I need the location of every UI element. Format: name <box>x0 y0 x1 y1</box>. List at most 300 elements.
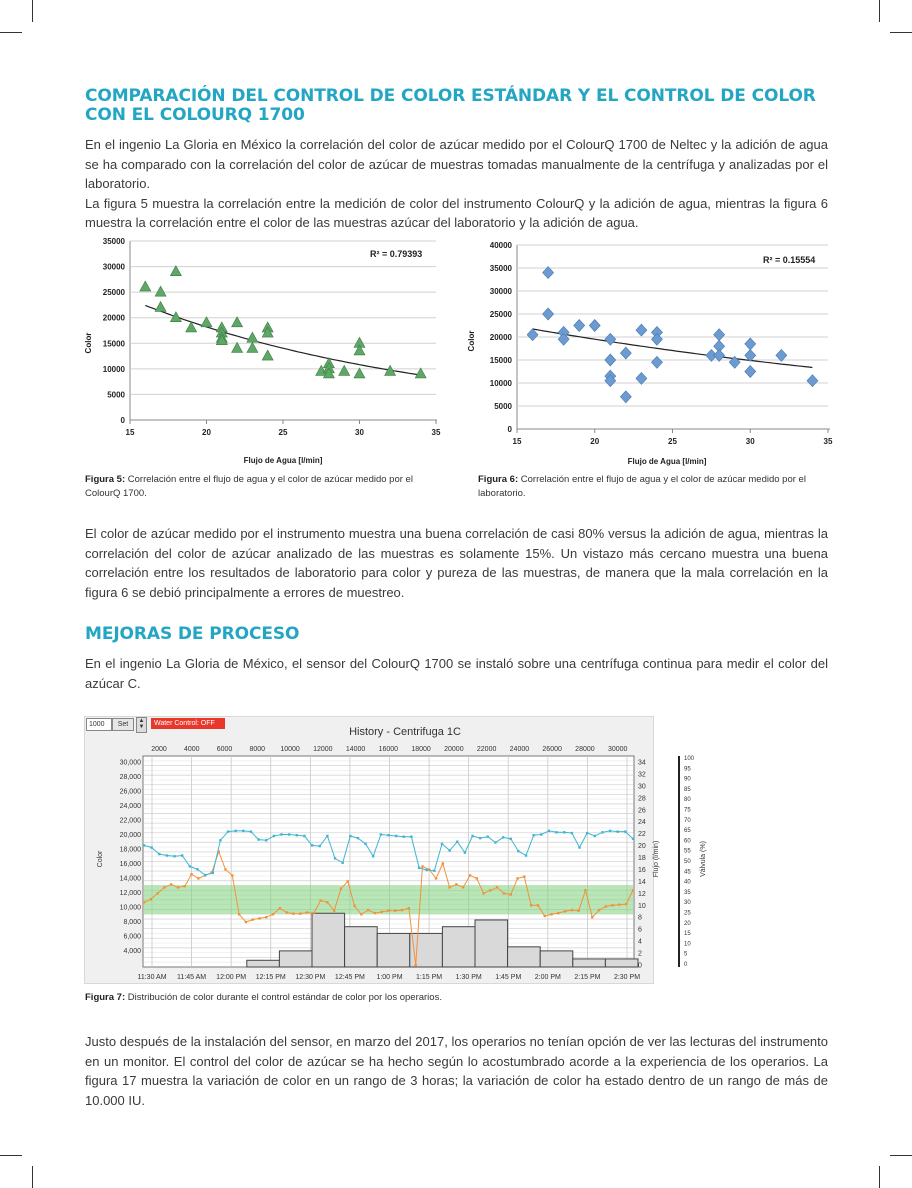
y-tick-label: 30,000 <box>119 759 141 767</box>
figure-5-caption <box>85 473 440 501</box>
y-tick-label: 5000 <box>494 402 512 411</box>
flow-axis-label: Flujo (l/min) <box>653 840 660 878</box>
data-point <box>299 912 301 914</box>
data-point <box>605 905 607 907</box>
flow-tick-label: 2 <box>638 950 642 958</box>
data-point <box>578 846 580 848</box>
data-point <box>232 317 243 327</box>
data-point <box>408 907 410 909</box>
histogram-bar <box>442 927 475 967</box>
top-tick-label: 18000 <box>411 746 431 753</box>
data-point <box>374 912 376 914</box>
y-tick-label: 35000 <box>102 237 125 246</box>
data-point <box>489 889 491 891</box>
data-point <box>620 391 631 403</box>
data-point <box>557 912 559 914</box>
y-tick-label: 15000 <box>102 339 125 349</box>
y-tick-label: 22,000 <box>119 817 141 825</box>
data-point <box>494 841 496 843</box>
top-tick-label: 14000 <box>345 746 366 753</box>
data-point <box>527 329 538 341</box>
data-point <box>469 874 471 876</box>
histogram-bar <box>345 927 378 967</box>
flow-tick-label: 10 <box>638 902 646 910</box>
data-point <box>326 901 328 903</box>
data-point <box>617 830 619 832</box>
data-point <box>381 911 383 913</box>
paragraph-text: Justo después de la instalación del sensor, en marzo del 2017, los operarios no tenían opción de ver las lecturas del instrumento en un monitor. El control del color de azúcar se ha hecho según lo acostumbrado acorde a la experiencia de los operarios. La figura 17 muestra la variación de color en un rango de 3 horas; la variación de color ha estado dentro de un rango de más de 10.000 IU. <box>85 1034 828 1108</box>
crop-mark <box>32 0 33 22</box>
valve-tick-label: 80 <box>684 797 691 804</box>
flow-tick-label: 6 <box>638 926 642 934</box>
histogram-bar <box>377 933 410 967</box>
data-point <box>421 865 423 867</box>
data-point <box>537 904 539 906</box>
top-tick-label: 4000 <box>183 746 200 753</box>
y-tick-label: 28,000 <box>119 774 141 781</box>
flow-tick-label: 32 <box>638 771 646 779</box>
figure-7-chart <box>84 716 707 984</box>
data-point <box>550 913 552 915</box>
data-point <box>714 329 725 341</box>
valve-tick-label: 15 <box>684 931 691 938</box>
paragraph-text: En el ingenio La Gloria en México la correlación del color de azúcar medido por el ColourQ 1700 de Neltec y la adición de agua se ha comparado con la correlación del color de azúcar de muestras tomadas manualmente de la centrífuga y analizadas por el laboratorio. <box>85 137 828 191</box>
data-point <box>231 874 233 876</box>
flow-tick-label: 22 <box>638 831 646 839</box>
y-tick-label: 6,000 <box>123 933 141 941</box>
data-point <box>625 903 627 905</box>
top-tick-label: 24000 <box>509 746 530 753</box>
data-point <box>354 368 365 378</box>
data-point <box>555 831 557 833</box>
histogram-bar <box>573 959 606 967</box>
data-point <box>464 851 466 853</box>
data-point <box>265 916 267 918</box>
data-point <box>564 910 566 912</box>
x-tick-label: 20 <box>590 437 600 446</box>
data-point <box>403 835 405 837</box>
data-point <box>577 909 579 911</box>
crop-mark <box>879 1166 880 1188</box>
histogram-bar <box>508 947 541 967</box>
flow-tick-label: 18 <box>638 855 646 863</box>
y-tick-label: 0 <box>120 416 125 425</box>
data-point <box>525 854 527 856</box>
analysis-paragraph <box>85 524 828 602</box>
data-point <box>441 843 443 845</box>
valve-tick-label: 30 <box>684 900 691 907</box>
interval-field[interactable]: 1000 <box>86 718 112 731</box>
data-point <box>651 333 662 345</box>
top-tick-label: 30000 <box>607 746 628 753</box>
data-point <box>150 846 152 848</box>
data-point <box>353 905 355 907</box>
data-point <box>347 880 349 882</box>
data-point <box>292 912 294 914</box>
x-tick-label: 15 <box>125 428 135 437</box>
data-point <box>333 909 335 911</box>
data-point <box>745 338 756 350</box>
caption-label: Figura 6: <box>478 474 519 485</box>
y-tick-label: 15000 <box>489 356 512 365</box>
valve-tick-label: 50 <box>684 859 691 865</box>
paragraph-text: La figura 5 muestra la correlación entre la medición de color del instrumento ColourQ y la adición de agua, mientras la figura 6 muestra la correlación entre el color de las muestras azúcar del laboratorio y la adición de agua. <box>85 195 828 230</box>
y-axis-label: Color <box>84 332 93 354</box>
data-point <box>636 324 647 336</box>
flow-tick-label: 0 <box>638 962 642 970</box>
data-point <box>571 909 573 911</box>
histogram-bar <box>540 951 573 967</box>
data-point <box>219 839 221 841</box>
flow-tick-label: 34 <box>638 759 646 767</box>
chart-title: History - Centrifuga 1C <box>349 726 461 738</box>
data-point <box>224 868 226 870</box>
data-point <box>482 892 484 894</box>
trendline <box>145 305 420 375</box>
data-point <box>442 862 444 864</box>
flow-tick-label: 16 <box>638 866 646 874</box>
flow-tick-label: 30 <box>638 783 646 791</box>
data-point <box>523 875 525 877</box>
time-tick-label: 12:45 PM <box>334 974 365 981</box>
data-point <box>620 347 631 359</box>
caption-text: Distribución de color durante el control estándar de color por los operarios. <box>127 992 442 1003</box>
data-point <box>418 867 420 869</box>
data-point <box>212 872 214 874</box>
data-point <box>303 835 305 837</box>
data-point <box>611 904 613 906</box>
data-point <box>272 913 274 915</box>
valve-tick-label: 100 <box>684 756 695 762</box>
data-point <box>285 911 287 913</box>
data-point <box>189 865 191 867</box>
data-point <box>380 833 382 835</box>
data-point <box>584 889 586 891</box>
data-point <box>313 912 315 914</box>
section-heading: MEJORAS DE PROCESO <box>85 624 300 644</box>
flow-tick-label: 26 <box>638 807 646 815</box>
data-point <box>476 877 478 879</box>
y-tick-label: 40000 <box>489 241 512 250</box>
data-point <box>334 857 336 859</box>
x-tick-label: 35 <box>431 428 441 437</box>
histogram-bar <box>475 920 508 967</box>
data-point <box>532 834 534 836</box>
data-point <box>517 850 519 852</box>
figure-5-chart <box>82 233 452 471</box>
data-point <box>245 921 247 923</box>
top-tick-label: 10000 <box>280 746 300 753</box>
data-point <box>250 830 252 832</box>
data-point <box>273 835 275 837</box>
y-tick-label: 35000 <box>489 264 512 273</box>
crop-mark <box>879 0 880 22</box>
time-tick-label: 1:45 PM <box>495 974 522 981</box>
y-tick-label: 12,000 <box>119 890 141 897</box>
data-point <box>155 301 166 311</box>
data-point <box>190 873 192 875</box>
data-point <box>563 831 565 833</box>
data-point <box>340 887 342 889</box>
data-point <box>502 836 504 838</box>
data-point <box>651 356 662 368</box>
caption-label: Figura 5: <box>85 474 126 485</box>
valve-tick-label: 85 <box>684 786 691 793</box>
y-tick-label: 24,000 <box>119 803 141 810</box>
data-point <box>150 898 152 900</box>
data-point <box>496 886 498 888</box>
data-point <box>591 916 593 918</box>
data-point <box>605 354 616 366</box>
crop-mark <box>890 32 912 33</box>
x-tick-label: 15 <box>512 437 522 446</box>
set-button[interactable]: Set <box>112 718 134 731</box>
data-point <box>184 885 186 887</box>
data-point <box>387 909 389 911</box>
time-tick-label: 12:30 PM <box>295 974 326 981</box>
x-tick-label: 25 <box>668 437 677 446</box>
valve-tick-label: 60 <box>684 838 691 845</box>
data-point <box>280 833 282 835</box>
data-point <box>364 843 366 845</box>
data-point <box>170 883 172 885</box>
data-point <box>624 830 626 832</box>
data-point <box>367 909 369 911</box>
caption-text: Correlación entre el flujo de agua y el color de azúcar medido por el laboratorio. <box>478 474 806 499</box>
data-point <box>181 854 183 856</box>
data-point <box>471 835 473 837</box>
crop-mark <box>32 1166 33 1188</box>
valve-tick-label: 20 <box>684 920 691 927</box>
data-point <box>598 909 600 911</box>
arrow-up-icon[interactable]: ▲ <box>138 718 145 724</box>
flow-tick-label: 24 <box>638 819 646 827</box>
data-point <box>306 911 308 913</box>
data-point <box>173 855 175 857</box>
water-control-status[interactable]: Water Control: OFF <box>151 718 225 729</box>
data-point <box>540 833 542 835</box>
data-point <box>143 901 145 903</box>
top-tick-label: 20000 <box>444 746 464 753</box>
flow-tick-label: 14 <box>638 878 646 886</box>
x-tick-label: 30 <box>745 437 755 446</box>
y-tick-label: 20,000 <box>119 832 141 839</box>
top-tick-label: 6000 <box>216 746 233 753</box>
data-point <box>257 838 259 840</box>
data-point <box>395 835 397 837</box>
y-tick-label: 25000 <box>489 310 512 319</box>
time-tick-label: 1:15 PM <box>416 974 443 981</box>
arrow-down-icon[interactable]: ▼ <box>138 724 145 730</box>
data-point <box>234 830 236 832</box>
valve-tick-label: 25 <box>684 910 691 917</box>
y-tick-label: 30000 <box>489 287 512 296</box>
figure-6-caption <box>478 473 833 501</box>
data-point <box>360 913 362 915</box>
data-point <box>311 844 313 846</box>
time-tick-label: 12:00 PM <box>216 974 247 981</box>
data-point <box>503 892 505 894</box>
data-point <box>456 841 458 843</box>
data-point <box>326 835 328 837</box>
trendline <box>533 329 813 368</box>
data-point <box>296 834 298 836</box>
crop-mark <box>0 1155 22 1156</box>
data-point <box>319 899 321 901</box>
data-point <box>807 375 818 387</box>
y-tick-label: 8,000 <box>123 919 141 926</box>
data-point <box>155 286 166 296</box>
valve-tick-label: 65 <box>684 828 691 835</box>
paragraph-text: El color de azúcar medido por el instrumento muestra una buena correlación de casi 80% versus la adición de agua, mientras la correlación del color de azúcar analizado de las muestras es solamente 15%. Un vistazo más cercano muestra una buena correlación entre los resultados de laboratorio para color y pureza de las muestras, de manera que la mala correlación en la figura 6 se debió principalmente a errores de muestreo. <box>85 526 828 600</box>
data-point <box>530 904 532 906</box>
y-tick-label: 30000 <box>102 262 125 272</box>
x-tick-label: 35 <box>823 437 833 446</box>
data-point <box>510 838 512 840</box>
data-point <box>341 862 343 864</box>
data-point <box>232 342 243 352</box>
top-tick-label: 28000 <box>575 746 595 753</box>
data-point <box>574 320 585 332</box>
data-point <box>242 830 244 832</box>
data-point <box>543 308 554 320</box>
data-point <box>435 877 437 879</box>
valve-tick-label: 5 <box>684 951 688 958</box>
data-point <box>414 964 416 966</box>
top-tick-label: 8000 <box>249 746 266 753</box>
valve-tick-label: 35 <box>684 889 691 896</box>
valve-tick-label: 75 <box>684 807 691 814</box>
data-point <box>238 913 240 915</box>
intro-paragraph <box>85 135 828 233</box>
crop-mark <box>0 32 22 33</box>
crop-mark <box>890 1155 912 1156</box>
valve-tick-label: 45 <box>684 869 691 876</box>
r2-label: R² = 0.79393 <box>370 249 423 259</box>
histogram-bar <box>312 913 345 967</box>
data-point <box>632 838 634 840</box>
process-paragraph <box>85 654 828 693</box>
data-point <box>605 333 616 345</box>
data-point <box>426 869 428 871</box>
x-tick-label: 20 <box>202 428 211 437</box>
y-tick-label: 10000 <box>489 379 512 388</box>
top-tick-label: 16000 <box>378 746 399 753</box>
flow-tick-label: 28 <box>638 795 646 803</box>
data-point <box>589 320 600 332</box>
data-point <box>177 886 179 888</box>
data-point <box>387 834 389 836</box>
data-point <box>415 368 426 378</box>
data-point <box>258 917 260 919</box>
data-point <box>319 845 321 847</box>
data-point <box>618 903 620 905</box>
histogram-bar <box>605 959 638 967</box>
data-point <box>479 837 481 839</box>
data-point <box>163 886 165 888</box>
data-point <box>448 849 450 851</box>
data-point <box>410 835 412 837</box>
data-point <box>265 839 267 841</box>
top-tick-label: 12000 <box>313 746 333 753</box>
caption-text: Correlación entre el flujo de agua y el color de azúcar medido por el ColourQ 1700. <box>85 474 413 499</box>
top-tick-label: 22000 <box>476 746 497 753</box>
data-point <box>401 909 403 911</box>
y-tick-label: 4,000 <box>123 948 141 955</box>
data-point <box>247 332 258 342</box>
data-point <box>158 853 160 855</box>
y-tick-label: 16,000 <box>119 861 141 868</box>
valve-tick-label: 40 <box>684 879 691 886</box>
y-tick-label: 5000 <box>107 390 125 400</box>
y-tick-label: 25000 <box>102 288 125 298</box>
y-axis-label: Color <box>467 330 476 352</box>
color-axis-label: Color <box>97 850 104 868</box>
data-point <box>196 868 198 870</box>
time-tick-label: 1:00 PM <box>376 974 403 981</box>
x-tick-label: 25 <box>278 428 288 437</box>
data-point <box>632 889 634 891</box>
data-point <box>516 877 518 879</box>
valve-tick-label: 55 <box>684 848 691 855</box>
data-point <box>262 350 273 360</box>
top-tick-label: 2000 <box>151 746 167 753</box>
r2-label: R² = 0.15554 <box>763 255 816 265</box>
valve-tick-label: 10 <box>684 941 691 948</box>
data-point <box>170 266 181 276</box>
data-point <box>510 893 512 895</box>
time-tick-label: 12:15 PM <box>255 974 286 981</box>
valve-tick-label: 95 <box>684 766 691 773</box>
data-point <box>609 830 611 832</box>
data-point <box>544 915 546 917</box>
data-point <box>571 832 573 834</box>
data-point <box>288 833 290 835</box>
data-point <box>455 883 457 885</box>
time-tick-label: 11:45 AM <box>177 974 207 981</box>
closing-paragraph <box>85 1032 828 1110</box>
flow-tick-label: 20 <box>638 843 646 851</box>
y-tick-label: 0 <box>507 425 512 434</box>
data-point <box>394 909 396 911</box>
data-point <box>227 830 229 832</box>
x-axis-label: Flujo de Agua [l/min] <box>243 456 323 465</box>
y-tick-label: 14,000 <box>119 875 141 883</box>
data-point <box>487 835 489 837</box>
data-point <box>594 835 596 837</box>
data-point <box>247 342 258 352</box>
x-tick-label: 30 <box>355 428 364 437</box>
y-tick-label: 10000 <box>102 364 125 374</box>
data-point <box>170 312 181 322</box>
valve-axis-label: Válvula (%) <box>700 841 707 877</box>
data-point <box>197 877 199 879</box>
data-point <box>548 830 550 832</box>
data-point <box>143 844 145 846</box>
y-tick-label: 20000 <box>489 333 512 342</box>
data-point <box>433 870 435 872</box>
caption-label: Figura 7: <box>85 992 126 1003</box>
flow-tick-label: 12 <box>638 890 646 898</box>
x-axis-label: Flujo de Agua [l/min] <box>627 457 707 466</box>
data-point <box>357 837 359 839</box>
y-tick-label: 18,000 <box>119 846 141 854</box>
data-point <box>251 918 253 920</box>
valve-tick-label: 0 <box>684 962 688 968</box>
data-point <box>156 892 158 894</box>
time-tick-label: 2:30 PM <box>613 974 641 981</box>
data-point <box>166 854 168 856</box>
